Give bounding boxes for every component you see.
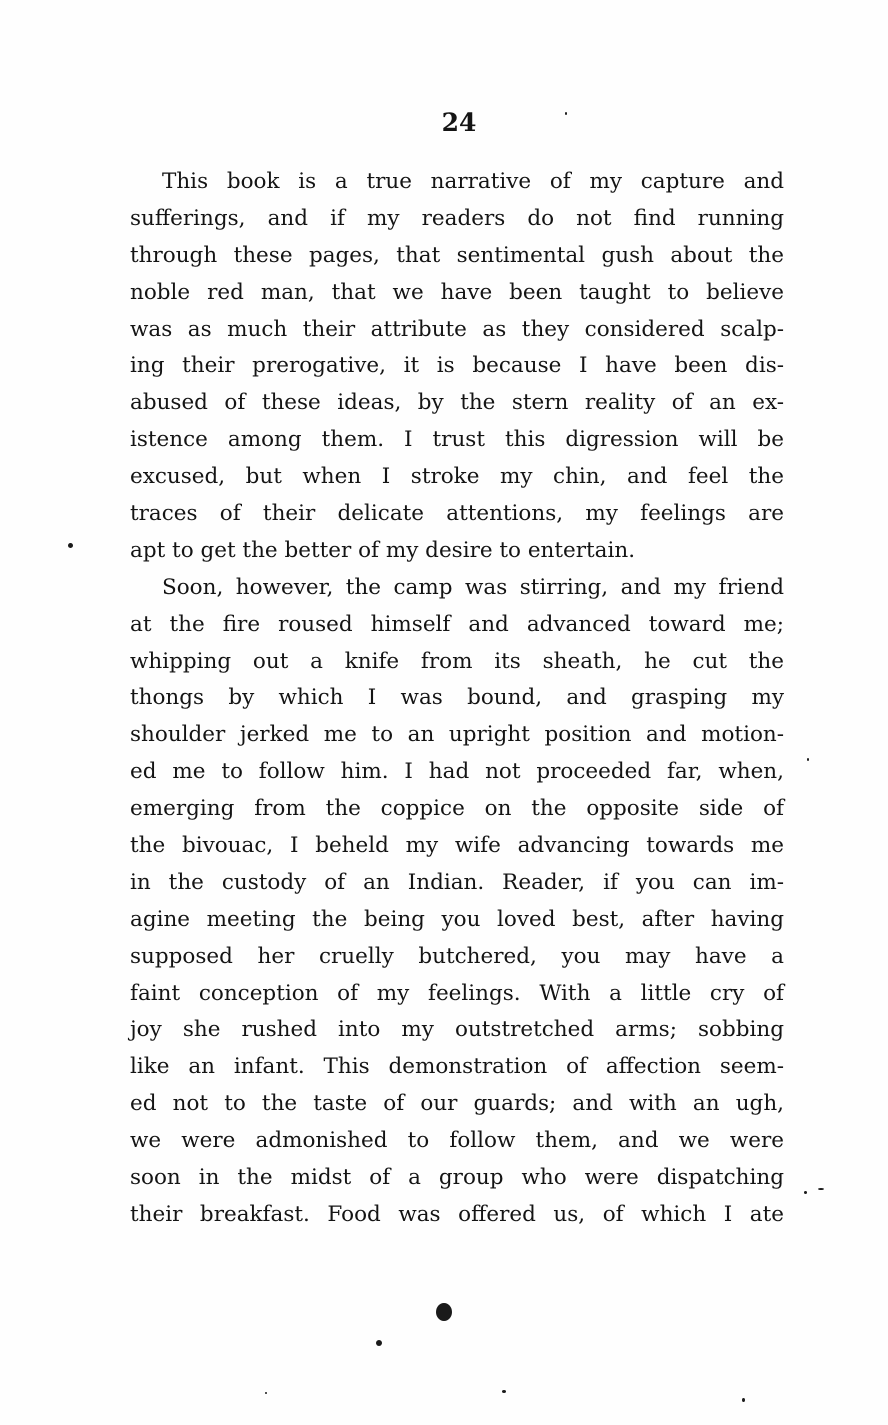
text-line: excused, but when I stroke my chin, and feel the — [130, 464, 784, 490]
text-line: thongs by which I was bound, and grasping my — [130, 685, 784, 711]
text-line: ing their prerogative, it is because I have been dis- — [130, 353, 784, 379]
text-line: faint conception of my feelings. With a little cry of — [130, 980, 784, 1006]
ink-speck — [804, 1191, 807, 1194]
ink-speck — [265, 1392, 267, 1394]
text-line: at the fire roused himself and advanced toward me; — [130, 611, 784, 637]
text-line: through these pages, that sentimental gush about the — [130, 242, 784, 268]
text-line: supposed her cruelly butchered, you may have a — [130, 943, 784, 969]
text-line: ed not to the taste of our guards; and with an ugh, — [130, 1091, 784, 1117]
paragraph — [130, 164, 784, 570]
text-line: in the custody of an Indian. Reader, if you can im- — [130, 869, 784, 895]
text-line: abused of these ideas, by the stern reality of an ex- — [130, 390, 784, 416]
ink-speck — [818, 1188, 824, 1190]
text-line: agine meeting the being you loved best, after having — [130, 906, 784, 932]
text-line: was as much their attribute as they considered scalp- — [130, 316, 784, 342]
text-line: joy she rushed into my outstretched arms; sobbing — [130, 1017, 784, 1043]
text-line: sufferings, and if my readers do not find running — [130, 205, 784, 231]
ink-speck — [502, 1390, 506, 1393]
text-line: we were admonished to follow them, and we were — [130, 1128, 784, 1154]
ink-speck — [376, 1340, 382, 1346]
text-line: the bivouac, I beheld my wife advancing towards me — [130, 833, 784, 859]
text-line: traces of their delicate attentions, my feelings are — [130, 501, 784, 527]
body-text — [130, 164, 784, 1234]
text-line: ed me to follow him. I had not proceeded far, when, — [130, 759, 784, 785]
page-number: 24 — [441, 108, 477, 137]
ink-speck — [742, 1398, 745, 1402]
text-line: This book is a true narrative of my capture and — [162, 169, 784, 194]
text-line: shoulder jerked me to an upright position and motion- — [130, 722, 784, 748]
text-line: their breakfast. Food was offered us, of which I ate — [130, 1201, 784, 1227]
text-line: noble red man, that we have been taught to believe — [130, 279, 784, 305]
text-line: apt to get the better of my desire to entertain. — [130, 537, 636, 563]
ink-speck — [436, 1303, 452, 1321]
text-line: Soon, however, the camp was stirring, and my friend — [162, 574, 784, 600]
ink-speck — [68, 543, 73, 548]
ink-speck — [807, 758, 809, 761]
text-line: emerging from the coppice on the opposite side of — [130, 796, 784, 822]
text-line: istence among them. I trust this digression will be — [130, 427, 784, 453]
text-line: like an infant. This demonstration of affection seem- — [130, 1054, 784, 1080]
text-line: whipping out a knife from its sheath, he cut the — [130, 648, 784, 674]
paragraph — [130, 570, 784, 1234]
ink-speck — [565, 112, 567, 115]
text-line: soon in the midst of a group who were dispatching — [130, 1165, 784, 1191]
